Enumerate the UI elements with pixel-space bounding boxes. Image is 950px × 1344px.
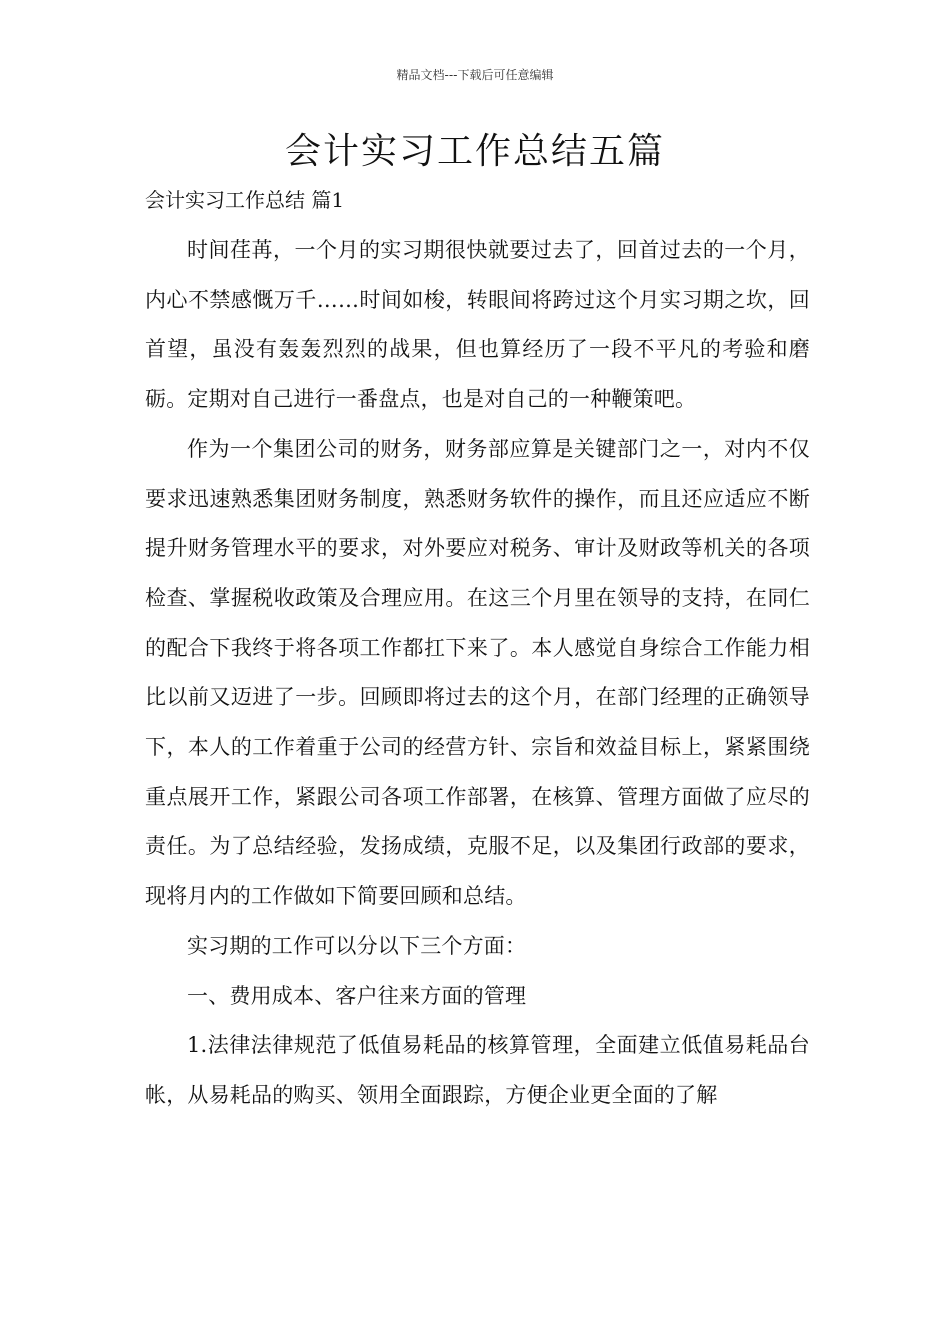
paragraph-5: 1.法律法律规范了低值易耗品的核算管理，全面建立低值易耗品台帐，从易耗品的购买、领用全面跟踪，方便企业更全面的了解 <box>145 1033 810 1107</box>
paragraph-3: 实习期的工作可以分以下三个方面： <box>187 933 527 958</box>
header-note: 精品文档---下载后可任意编辑 <box>396 68 554 82</box>
paragraph-2: 作为一个集团公司的财务，财务部应算是关键部门之一，对内不仅要求迅速熟悉集团财务制度，熟悉财务软件的操作，而且还应适应不断提升财务管理水平的要求，对外要应对税务、审计及财政等机关的各项检查、掌握税收政策及合理应用。在这三个月里在领导的支持，在同仁的配合下我终于将各项工作都扛下来了。本人感觉自身综合工作能力相比以前又迈进了一步。回顾即将过去的这个月，在部门经理的正确领导下，本人的工作着重于公司的经营方针、宗旨和效益目标上，紧紧围绕重点展开工作，紧跟公司各项工作部署，在核算、管理方面做了应尽的责任。为了总结经验，发扬成绩，克服不足，以及集团行政部的要求，现将月内的工作做如下简要回顾和总结。 <box>145 436 810 909</box>
paragraph-4: 一、费用成本、客户往来方面的管理 <box>187 983 527 1008</box>
body-text <box>145 226 810 1121</box>
paragraph-1: 时间荏苒，一个月的实习期很快就要过去了，回首过去的一个月，内心不禁感慨万千……时间如梭，转眼间将跨过这个月实习期之坎，回首望，虽没有轰轰烈烈的战果，但也算经历了一段不平凡的考验和磨砺。定期对自己进行一番盘点，也是对自己的一种鞭策吧。 <box>145 238 810 412</box>
section-heading: 会计实习工作总结 篇1 <box>145 188 345 212</box>
document-title: 会计实习工作总结五篇 <box>284 131 665 172</box>
